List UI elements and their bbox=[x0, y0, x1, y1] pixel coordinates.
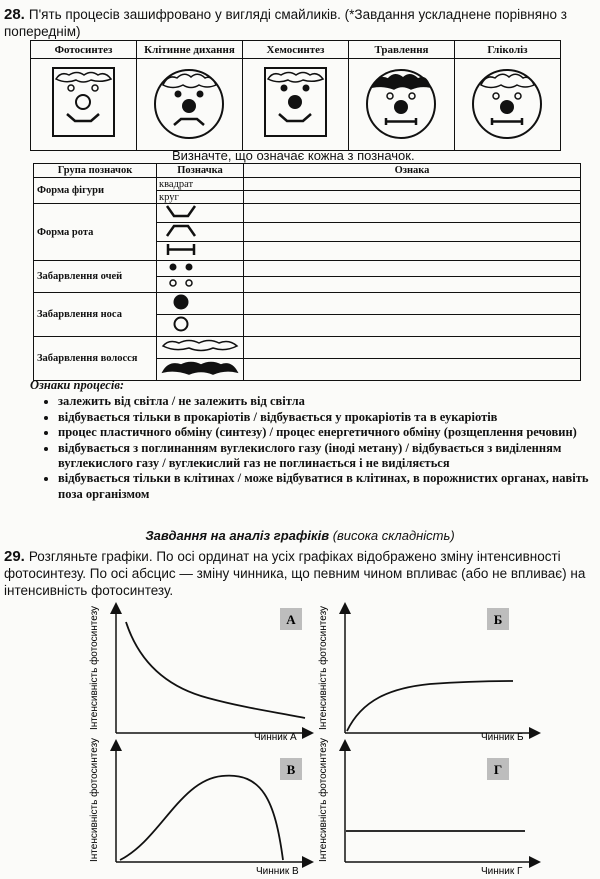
group-mouth: Форма рота bbox=[34, 204, 157, 261]
meaning-cell[interactable] bbox=[244, 191, 581, 204]
process-name-glycolysis: Гліколіз bbox=[455, 41, 561, 59]
meaning-cell[interactable] bbox=[244, 261, 581, 277]
sign-square: квадрат bbox=[157, 178, 244, 191]
dark-hair-icon bbox=[163, 363, 237, 375]
process-name-chemosynthesis: Хемосинтез bbox=[243, 41, 349, 59]
sign-light-hair bbox=[157, 337, 244, 359]
question-number: 29. bbox=[4, 548, 25, 565]
smiley-photosynthesis bbox=[31, 59, 137, 151]
process-name-digestion: Травлення bbox=[349, 41, 455, 59]
sign-smile-mouth bbox=[157, 204, 244, 223]
trait-item: • процес пластичного обміну (синтезу) / процес енергетичного обміну (розщеплення речовин) bbox=[58, 425, 595, 440]
question-29 bbox=[4, 548, 598, 599]
header-group: Група позначок bbox=[34, 164, 157, 178]
y-axis-label: Інтенсивність фотосинтезу bbox=[89, 737, 100, 862]
group-hair: Забарвлення волосся bbox=[34, 337, 157, 381]
sign-hollow-eyes bbox=[157, 277, 244, 293]
trait-item: • відбувається тільки в клітинах / може відбуватися в клітинах, в порожнистих органах, навіть поза організмом bbox=[58, 471, 595, 502]
y-axis-label: Інтенсивність фотосинтезу bbox=[318, 605, 329, 730]
chart-label: Г bbox=[493, 762, 503, 777]
trait-item: • відбувається тільки в прокаріотів / відбувається у прокаріотів та в еукаріотів bbox=[58, 410, 595, 425]
x-axis-label: Чинник Б bbox=[481, 732, 524, 743]
series-line-optimum bbox=[120, 776, 283, 860]
chart-b bbox=[317, 606, 535, 743]
chart-label: А bbox=[286, 612, 296, 627]
meaning-cell[interactable] bbox=[244, 337, 581, 359]
header-sign: Позначка bbox=[157, 164, 244, 178]
charts-area bbox=[0, 600, 600, 879]
process-name-photosynthesis: Фотосинтез bbox=[31, 41, 137, 59]
smiley-glycolysis bbox=[455, 59, 561, 151]
trait-item: • відбувається з поглинанням вуглекислого газу (іноді метану) / відбувається з виділенням вуглекислого газу / вуглекислий газ не поглинається і не виділяється bbox=[58, 441, 595, 472]
smile-mouth-icon bbox=[167, 206, 195, 216]
smile-mouth-icon bbox=[67, 114, 99, 121]
chart-v bbox=[88, 738, 308, 877]
meaning-cell[interactable] bbox=[244, 293, 581, 315]
frown-mouth-icon bbox=[167, 226, 195, 236]
sign-hollow-nose bbox=[157, 315, 244, 337]
question-text: П'ять процесів зашифровано у вигляді смайликів. (*Завдання ускладнене порівняно з попереднім) bbox=[4, 7, 567, 39]
sign-frown-mouth bbox=[157, 223, 244, 242]
group-nose: Забарвлення носа bbox=[34, 293, 157, 337]
chart-label: Б bbox=[493, 612, 503, 627]
group-shape: Форма фігури bbox=[34, 178, 157, 204]
traits-list bbox=[30, 394, 595, 502]
light-hair-icon bbox=[56, 73, 111, 83]
question-number: 28. bbox=[4, 6, 25, 23]
y-axis-label: Інтенсивність фотосинтезу bbox=[89, 605, 100, 730]
header-meaning: Ознака bbox=[244, 164, 581, 178]
chart-label: В bbox=[286, 762, 296, 777]
light-hair-icon bbox=[163, 341, 237, 351]
series-line-saturating bbox=[347, 681, 513, 731]
meaning-cell[interactable] bbox=[244, 204, 581, 223]
trait-item: • залежить від світла / не залежить від світла bbox=[58, 394, 595, 409]
x-axis-label: Чинник А bbox=[254, 732, 297, 743]
section-heading bbox=[0, 528, 600, 543]
meaning-cell[interactable] bbox=[244, 277, 581, 293]
sign-black-eyes bbox=[157, 261, 244, 277]
meaning-cell[interactable] bbox=[244, 242, 581, 261]
frown-mouth-icon bbox=[174, 119, 204, 125]
meaning-cell[interactable] bbox=[244, 178, 581, 191]
y-axis-label: Інтенсивність фотосинтезу bbox=[318, 737, 329, 862]
sign-circle: круг bbox=[157, 191, 244, 204]
traits-section bbox=[30, 378, 595, 502]
section-note: (висока складність) bbox=[332, 528, 455, 543]
square-face-icon bbox=[53, 68, 114, 136]
smiley-digestion bbox=[349, 59, 455, 151]
sign-flat-mouth bbox=[157, 242, 244, 261]
chart-g bbox=[317, 738, 535, 877]
question-28 bbox=[4, 6, 594, 40]
signs-table bbox=[33, 163, 581, 381]
traits-title: Ознаки процесів: bbox=[30, 378, 125, 392]
series-line-decreasing bbox=[126, 622, 305, 718]
smiley-chemosynthesis bbox=[243, 59, 349, 151]
smiley-respiration bbox=[137, 59, 243, 151]
chart-a bbox=[88, 606, 308, 743]
sign-black-nose bbox=[157, 293, 244, 315]
x-axis-label: Чинник Г bbox=[481, 866, 523, 877]
meaning-cell[interactable] bbox=[244, 223, 581, 242]
process-table bbox=[30, 40, 561, 151]
process-name-respiration: Клітинне дихання bbox=[137, 41, 243, 59]
meaning-cell[interactable] bbox=[244, 315, 581, 337]
flat-mouth-icon bbox=[168, 244, 194, 255]
question-text: Розгляньте графіки. По осі ординат на усіх графіках відображено зміну інтенсивності фотосинтезу. По осі абсцис — зміну чинника, що певним чином впливає (або не впливає) на інтенсивність фотосинтезу. bbox=[4, 549, 586, 598]
section-title: Завдання на аналіз графіків bbox=[145, 528, 330, 543]
flat-mouth-icon bbox=[386, 118, 416, 125]
x-axis-label: Чинник В bbox=[256, 866, 299, 877]
instruction-text: Визначте, що означає кожна з позначок. bbox=[172, 148, 415, 163]
group-eyes: Забарвлення очей bbox=[34, 261, 157, 293]
